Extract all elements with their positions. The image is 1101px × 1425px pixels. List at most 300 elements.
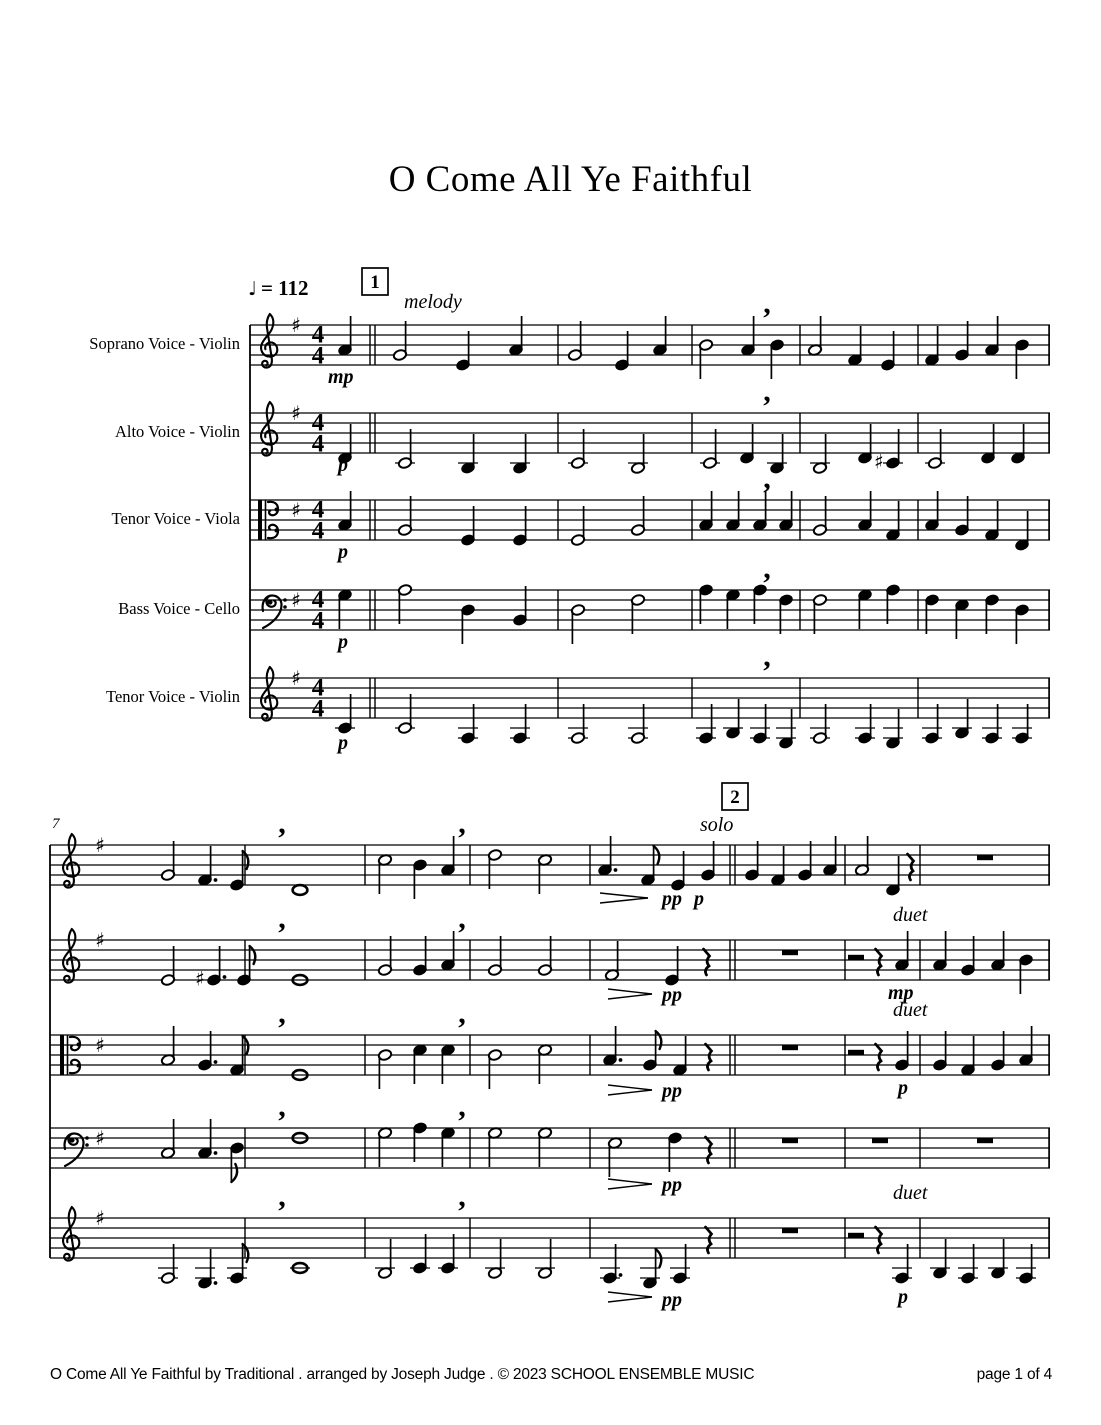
breath-mark (278, 1090, 286, 1123)
rest (977, 855, 993, 860)
decrescendo-hairpin (608, 989, 652, 999)
note (1019, 954, 1034, 994)
part-label-2: Alto Voice - Violin (114, 422, 240, 441)
note (641, 846, 660, 886)
note (813, 496, 828, 536)
note (883, 709, 903, 749)
note (441, 931, 456, 971)
footer-credit: O Come All Ye Faithful by Traditional . arranged by Joseph Judge . © 2023 SCHOOL ENSEMBLE MUSIC (50, 1366, 755, 1383)
note (393, 321, 408, 361)
svg-text:p: p (898, 1286, 908, 1308)
note (925, 326, 940, 366)
dynamic-marking (660, 1080, 682, 1102)
rest (706, 1137, 712, 1163)
treble-clef-icon (63, 929, 79, 983)
treble-clef-icon (63, 1207, 79, 1261)
note (631, 594, 646, 634)
note (858, 424, 873, 464)
rest (782, 1228, 798, 1233)
note (745, 841, 760, 881)
breath-mark (763, 552, 771, 585)
breath-mark (278, 902, 286, 935)
rest (848, 1233, 864, 1238)
note (892, 1244, 912, 1284)
note (538, 854, 553, 894)
note (753, 491, 768, 531)
note (461, 604, 476, 644)
svg-text:mp: mp (328, 366, 354, 388)
breath-mark (278, 807, 286, 840)
note (988, 1239, 1008, 1279)
note (571, 604, 586, 644)
note (922, 704, 942, 744)
note (665, 946, 680, 986)
rehearsal-mark (722, 783, 748, 810)
note (398, 496, 413, 536)
dynamic-marking (660, 1289, 682, 1311)
note (741, 316, 756, 356)
rest (706, 1044, 712, 1070)
note (628, 434, 648, 474)
note (535, 1239, 555, 1279)
svg-text:♯: ♯ (95, 928, 105, 952)
svg-text:duet: duet (893, 1182, 928, 1204)
note (488, 936, 503, 976)
breath-mark (278, 997, 286, 1030)
staff (50, 1090, 1050, 1196)
svg-text:p: p (338, 541, 348, 563)
note (378, 1049, 393, 1089)
note (195, 1249, 217, 1289)
note (955, 496, 970, 536)
svg-text:4: 4 (311, 496, 325, 524)
svg-text:,: , (278, 807, 286, 840)
note (933, 931, 948, 971)
svg-text:pp: pp (662, 1289, 682, 1311)
svg-text:p: p (338, 631, 348, 653)
note (701, 841, 716, 881)
rest (782, 1045, 798, 1050)
note (538, 1044, 553, 1084)
staff (250, 375, 1050, 476)
note (699, 339, 714, 379)
svg-text:,: , (763, 640, 771, 673)
svg-text:♯: ♯ (95, 1033, 105, 1057)
svg-text:♯: ♯ (291, 588, 301, 612)
note (858, 491, 873, 531)
note (378, 854, 393, 894)
note (338, 589, 353, 629)
expression-text (404, 291, 462, 313)
note (378, 936, 393, 976)
decrescendo-hairpin (600, 893, 648, 903)
note (779, 594, 794, 634)
note (925, 594, 940, 634)
note (488, 1049, 503, 1089)
note (982, 704, 1002, 744)
time-signature (312, 675, 325, 723)
note (395, 429, 415, 469)
svg-text:4: 4 (311, 674, 325, 702)
note (726, 491, 741, 531)
note (398, 584, 413, 624)
key-signature-sharp (95, 833, 105, 857)
svg-text:solo: solo (700, 814, 734, 836)
expression-text (893, 999, 928, 1021)
note (615, 331, 630, 371)
note (441, 1127, 456, 1167)
note (1015, 511, 1030, 551)
decrescendo-hairpin (608, 1179, 652, 1189)
note (605, 941, 620, 981)
page-title: O Come All Ye Faithful (388, 159, 753, 200)
dynamic-marking (336, 541, 348, 563)
note (640, 1249, 661, 1289)
note (933, 1031, 948, 1071)
svg-text:♯: ♯ (95, 1126, 105, 1150)
note (230, 1142, 245, 1182)
rest (782, 950, 798, 955)
svg-text:♯: ♯ (291, 498, 301, 522)
breath-mark (458, 1180, 466, 1213)
svg-text:♯: ♯ (874, 449, 884, 474)
note (981, 424, 996, 464)
dynamic-marking (660, 888, 682, 910)
note (895, 931, 910, 971)
note (696, 704, 716, 744)
breath-mark (763, 287, 771, 320)
note (600, 1244, 622, 1284)
note (771, 846, 786, 886)
note (961, 936, 976, 976)
note (699, 491, 714, 531)
note (338, 491, 353, 531)
svg-text:mp: mp (888, 982, 914, 1004)
note (726, 589, 741, 629)
time-signature (312, 410, 325, 458)
key-signature-sharp (95, 928, 105, 952)
note (375, 1239, 395, 1279)
note (808, 316, 823, 356)
svg-text:,: , (458, 807, 466, 840)
note (930, 1239, 950, 1279)
dynamic-marking (692, 888, 704, 910)
breath-mark (458, 997, 466, 1030)
svg-text:♯: ♯ (291, 313, 301, 337)
staff (250, 287, 1050, 388)
svg-text:p: p (694, 888, 704, 910)
note (770, 339, 785, 379)
note (776, 709, 796, 749)
part-label-1: Soprano Voice - Violin (89, 334, 240, 353)
note (293, 885, 308, 895)
svg-text:4: 4 (311, 321, 325, 349)
note (855, 704, 875, 744)
svg-text:4: 4 (311, 517, 325, 545)
note (598, 836, 618, 876)
note (958, 1244, 978, 1284)
note (513, 586, 528, 626)
svg-text:,: , (278, 1180, 286, 1213)
svg-text:p: p (338, 732, 348, 754)
note (438, 1234, 458, 1274)
expression-text (893, 1182, 928, 1204)
note (538, 936, 553, 976)
note (886, 856, 901, 896)
dynamic-marking (336, 631, 348, 653)
note (886, 584, 901, 624)
system-2 (50, 783, 1050, 1311)
note (571, 506, 586, 546)
svg-text:pp: pp (662, 1080, 682, 1102)
breath-mark (458, 807, 466, 840)
footer-page-number: page 1 of 4 (976, 1366, 1052, 1383)
svg-text:duet: duet (893, 999, 928, 1021)
treble-clef-icon (261, 667, 277, 721)
svg-text:,: , (763, 375, 771, 408)
dynamic-marking (336, 732, 348, 754)
dynamic-marking (336, 454, 348, 476)
staff (250, 552, 1050, 653)
note (985, 501, 1000, 541)
note (895, 1031, 910, 1071)
note (413, 1122, 428, 1162)
note (488, 849, 503, 889)
note (488, 1127, 503, 1167)
quarter-note-icon: ♩ (248, 278, 257, 300)
svg-text:pp: pp (662, 888, 682, 910)
note (161, 946, 176, 986)
note (568, 321, 583, 361)
treble-clef-icon (261, 314, 277, 368)
note (753, 584, 768, 624)
key-signature-sharp (291, 401, 301, 425)
rest (704, 949, 710, 975)
note (568, 429, 588, 469)
svg-text:♯: ♯ (195, 966, 205, 991)
note (779, 491, 794, 531)
note (628, 704, 648, 744)
note (631, 496, 646, 536)
rest (908, 854, 914, 880)
svg-text:♯: ♯ (291, 666, 301, 690)
rest (872, 1138, 888, 1143)
dynamic-marking (896, 1286, 908, 1308)
svg-text:pp: pp (662, 1174, 682, 1196)
svg-text:4: 4 (311, 430, 325, 458)
breath-mark (278, 1180, 286, 1213)
rest (977, 1138, 993, 1143)
rest (876, 1044, 882, 1070)
note (198, 1119, 218, 1159)
svg-text:,: , (763, 287, 771, 320)
svg-text:p: p (898, 1077, 908, 1099)
rehearsal-mark (362, 268, 388, 295)
note (670, 1244, 690, 1284)
note (510, 434, 530, 474)
note (823, 836, 838, 876)
note (338, 316, 353, 356)
note (456, 331, 471, 371)
rest (848, 955, 864, 960)
svg-text:,: , (278, 997, 286, 1030)
svg-text:duet: duet (893, 904, 928, 926)
svg-text:4: 4 (311, 409, 325, 437)
note (991, 931, 1006, 971)
rest (876, 949, 882, 975)
rest (706, 1227, 712, 1253)
note (290, 1263, 310, 1273)
note (673, 1036, 688, 1076)
note (1012, 704, 1032, 744)
time-signature (312, 587, 325, 635)
note (874, 429, 903, 474)
rest (848, 1050, 864, 1055)
staff (250, 462, 1050, 563)
note (1015, 339, 1030, 379)
note (985, 594, 1000, 634)
tempo-value: = 112 (260, 276, 309, 300)
key-signature-sharp (291, 588, 301, 612)
svg-text:♯: ♯ (95, 1206, 105, 1230)
note (961, 1036, 976, 1076)
svg-text:,: , (458, 902, 466, 935)
note (1011, 424, 1026, 464)
key-signature-sharp (95, 1126, 105, 1150)
svg-text:2: 2 (730, 787, 740, 808)
note (952, 699, 972, 739)
dynamic-marking (660, 984, 682, 1006)
note (161, 1026, 176, 1066)
note (395, 694, 415, 734)
note (461, 506, 476, 546)
note (668, 1132, 683, 1172)
svg-text:♯: ♯ (291, 401, 301, 425)
key-signature-sharp (95, 1033, 105, 1057)
note (985, 316, 1000, 356)
dynamic-marking (660, 1174, 682, 1196)
part-label-4: Bass Voice - Cello (118, 599, 240, 618)
note (603, 1026, 623, 1066)
decrescendo-hairpin (608, 1085, 652, 1095)
rest (876, 1227, 882, 1253)
breath-mark (458, 902, 466, 935)
svg-text:,: , (458, 1090, 466, 1123)
time-signature (312, 497, 325, 545)
note (195, 946, 226, 991)
note (568, 704, 588, 744)
svg-text:♯: ♯ (95, 833, 105, 857)
note (513, 506, 528, 546)
part-label-5: Tenor Voice - Violin (106, 687, 240, 706)
svg-text:4: 4 (311, 695, 325, 723)
note (855, 836, 870, 876)
note (413, 936, 428, 976)
key-signature-sharp (291, 313, 301, 337)
svg-text:4: 4 (311, 586, 325, 614)
note (458, 704, 478, 744)
breath-mark (763, 375, 771, 408)
note (750, 704, 770, 744)
note (1015, 604, 1030, 644)
note (925, 429, 945, 469)
note (538, 1127, 553, 1167)
note (881, 331, 896, 371)
dynamic-marking (328, 366, 354, 388)
treble-clef-icon (261, 402, 277, 456)
dynamic-marking (896, 1077, 908, 1099)
svg-text:4: 4 (311, 607, 325, 635)
note (198, 846, 218, 886)
svg-text:melody: melody (404, 291, 462, 313)
note (955, 599, 970, 639)
note (410, 1234, 430, 1274)
note (810, 434, 830, 474)
note (723, 699, 743, 739)
note (1019, 1026, 1034, 1066)
note (810, 704, 830, 744)
part-label-3: Tenor Voice - Viola (111, 509, 240, 528)
note (740, 424, 755, 464)
svg-text:p: p (338, 454, 348, 476)
note (161, 841, 176, 881)
note (413, 1044, 428, 1084)
svg-text:,: , (458, 997, 466, 1030)
staff (50, 807, 1050, 910)
note (991, 1031, 1006, 1071)
svg-text:pp: pp (662, 984, 682, 1006)
breath-mark (763, 462, 771, 495)
note (700, 429, 720, 469)
note (510, 704, 530, 744)
svg-text:7: 7 (52, 816, 60, 832)
note (671, 851, 686, 891)
note (161, 1119, 176, 1159)
note (509, 316, 524, 356)
svg-text:,: , (278, 902, 286, 935)
breath-mark (458, 1090, 466, 1123)
note (886, 501, 901, 541)
note (955, 321, 970, 361)
note (653, 316, 668, 356)
decrescendo-hairpin (608, 1292, 652, 1302)
note (335, 694, 355, 734)
svg-text:,: , (458, 1180, 466, 1213)
rest (782, 1138, 798, 1143)
note (441, 836, 456, 876)
note (413, 859, 428, 899)
time-signature (312, 322, 325, 370)
expression-text (700, 814, 733, 836)
note (485, 1239, 505, 1279)
note (848, 326, 863, 366)
measure-number (52, 816, 61, 832)
note (608, 1137, 623, 1177)
svg-text:1: 1 (370, 272, 380, 293)
system-1 (250, 268, 1050, 754)
note (441, 1044, 456, 1084)
treble-clef-icon (63, 834, 79, 888)
svg-text:,: , (763, 552, 771, 585)
note (1016, 1244, 1036, 1284)
note (925, 491, 940, 531)
svg-text:,: , (278, 1090, 286, 1123)
key-signature-sharp (291, 498, 301, 522)
note (798, 841, 813, 881)
note (378, 1127, 393, 1167)
key-signature-sharp (95, 1206, 105, 1230)
note (858, 589, 873, 629)
